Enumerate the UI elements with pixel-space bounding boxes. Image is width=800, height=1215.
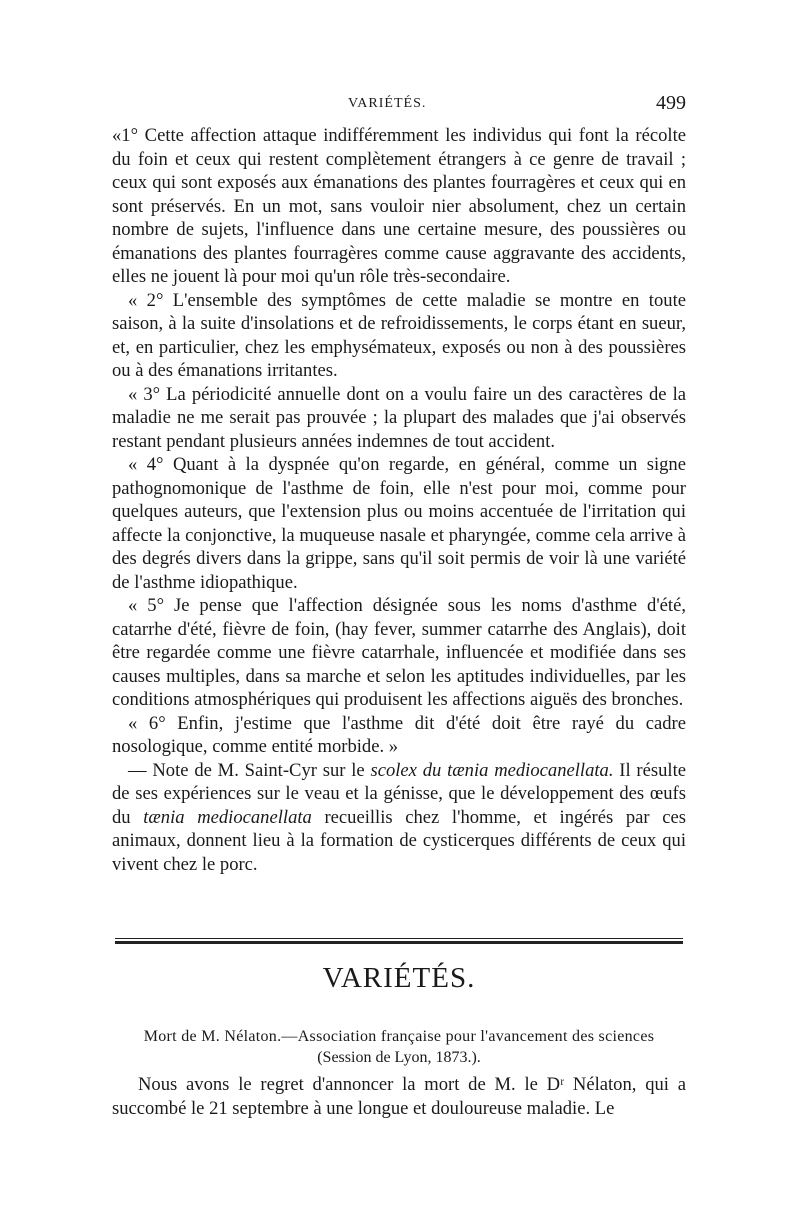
- subhead-line-1: Mort de M. Nélaton.—Association française pour l'avancement des sciences: [143, 1028, 655, 1045]
- paragraph-point-2: « 2° L'ensemble des symptômes de cette maladie se montre en toute saison, à la suite d'insolations et de refroidissements, le corps étant en sueur, et, en particulier, chez les emphysémateux, exposés ou non à des poussières ou à des émanations irritantes.: [112, 289, 686, 381]
- divider-thick-rule: [115, 941, 683, 944]
- paragraph-note-saint-cyr: [112, 759, 686, 877]
- note-text-middle: Il résulte de ses expériences sur le veau et la génisse, que le développement des œufs du: [112, 759, 686, 828]
- paragraph-point-5: « 5° Je pense que l'affection désignée sous les noms d'asthme d'été, catarrhe d'été, fièvre de foin, (hay fever, summer catarrhe des Anglais), doit être regardée comme une fièvre catarrhale, influencée et modifiée dans ses causes multiples, dans sa marche et selon les aptitudes individuelles, par les conditions atmosphériques qui produisent les affections aiguës des bronches.: [112, 595, 686, 710]
- article-body: [112, 124, 686, 876]
- section-body: [112, 1073, 686, 1121]
- paragraph-point-1: «1° Cette affection attaque indifféremment les individus qui font la récolte du foin et ceux qui restent complètement étrangers à ce genre de travail ; ceux qui sont exposés aux émanations des plantes fourragères et ceux qui en sont préservés. En un mot, sans vouloir nier absolument, chez un certain nombre de sujets, l'influence dans une certaine mesure, des poussières ou émanations des plantes fourragères comme cause aggravante des accidents, elles ne jouent là pour moi qu'un rôle très-secondaire.: [112, 125, 686, 287]
- running-head: [112, 92, 686, 124]
- section-title: VARIÉTÉS.: [322, 962, 476, 994]
- note-text-start: — Note de M. Saint-Cyr sur le: [128, 759, 371, 781]
- note-italic-title: scolex du tænia mediocanellata.: [370, 759, 614, 781]
- running-title: VARIÉTÉS.: [348, 96, 427, 111]
- final-paragraph: Nous avons le regret d'annoncer la mort de M. le Dʳ Nélaton, qui a succombé le 21 septembre à une longue et douloureuse maladie. Le: [112, 1074, 686, 1119]
- section-subhead: [112, 1026, 686, 1068]
- page-number: 499: [656, 92, 686, 114]
- note-text-end: recueillis chez l'homme, et ingérés par ces animaux, donnent lieu à la formation de cysticerques différents de ceux qui vivent chez le porc.: [112, 806, 686, 875]
- paragraph-point-6: « 6° Enfin, j'estime que l'asthme dit d'été doit être rayé du cadre nosologique, comme entité morbide. »: [112, 712, 686, 757]
- page-column: [112, 92, 686, 876]
- divider-thin-rule: [115, 938, 683, 939]
- section-divider: [115, 938, 683, 944]
- note-italic-species: tænia mediocanellata: [143, 806, 312, 828]
- subhead-line-2: (Session de Lyon, 1873.).: [317, 1049, 481, 1066]
- paragraph-point-3: « 3° La périodicité annuelle dont on a voulu faire un des caractères de la maladie ne me serait pas prouvée ; la plupart des malades que j'ai observés restant pendant plusieurs années indemnes de tout accident.: [112, 383, 686, 452]
- paragraph-point-4: « 4° Quant à la dyspnée qu'on regarde, en général, comme un signe pathognomonique de l'asthme de foin, elle n'est pour moi, comme pour quelques auteurs, que l'extension plus ou moins accentuée de l'irritation qui affecte la conjonctive, la muqueuse nasale et pharyngée, comme cela arrive à des degrés divers dans la grippe, sans qu'il soit permis de voir là une variété de l'asthme idiopathique.: [112, 454, 686, 593]
